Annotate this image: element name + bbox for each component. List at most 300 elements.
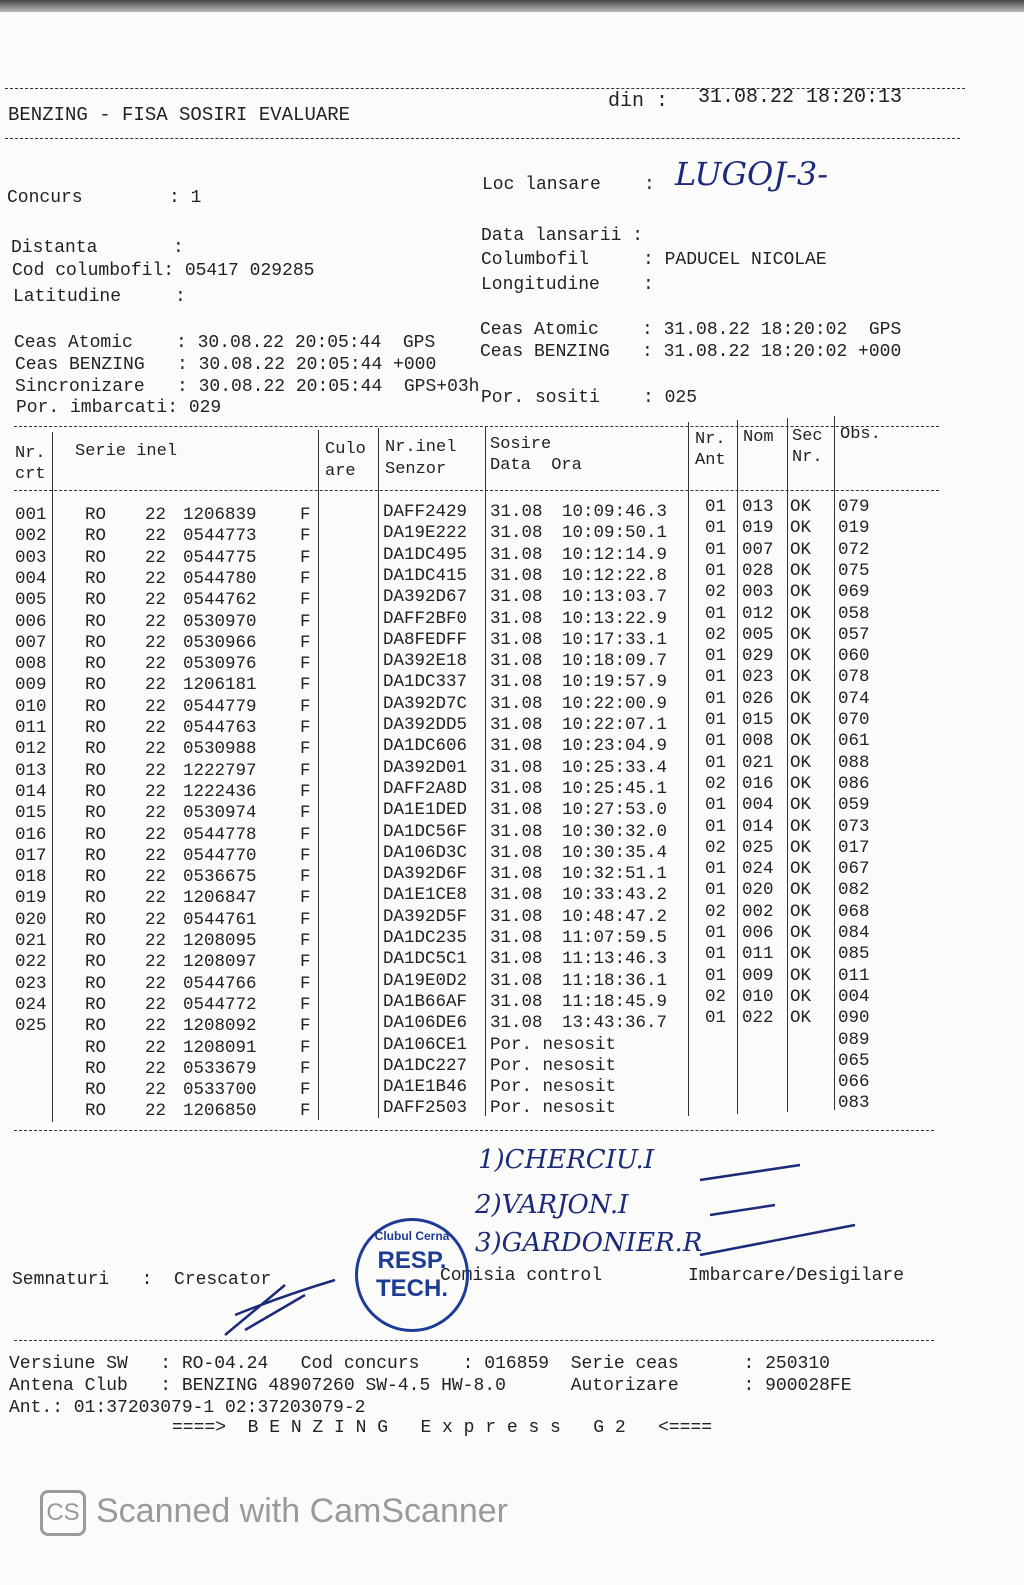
year: 22 <box>145 526 167 547</box>
country: RO <box>85 718 107 738</box>
ant: 01 <box>705 710 727 730</box>
sensor-id: DA1DC495 <box>383 544 468 565</box>
arrival-date: 31.08 <box>490 672 543 693</box>
arrival-date: 31.08 <box>490 565 543 586</box>
country: RO <box>85 1101 107 1122</box>
sec-status: OK <box>790 518 812 539</box>
nom: 029 <box>742 646 774 667</box>
obs: 067 <box>838 859 870 880</box>
obs: 070 <box>838 710 870 730</box>
arrival-date: 31.08 <box>490 629 543 650</box>
obs: 088 <box>838 752 870 773</box>
col-obs: Obs. <box>840 425 881 444</box>
col-culoare: Culo <box>325 440 366 459</box>
nom: 028 <box>742 560 774 581</box>
year: 22 <box>145 696 167 717</box>
ant: 01 <box>705 795 727 816</box>
country: RO <box>85 760 107 781</box>
col-serie-inel: Serie inel <box>75 442 178 461</box>
stamp-resp: RESP. <box>377 1247 447 1274</box>
year: 22 <box>145 760 167 781</box>
arrival-time: 11:13:46.3 <box>562 949 668 970</box>
arrival-time: 10:19:57.9 <box>562 672 668 693</box>
columbofil: Columbofil : PADUCEL NICOLAE <box>481 250 827 270</box>
ant: 01 <box>705 944 727 965</box>
arrival-time: 10:13:22.9 <box>562 608 668 629</box>
country: RO <box>85 867 107 888</box>
sec-status: OK <box>790 624 812 645</box>
year: 22 <box>145 1058 167 1079</box>
sensor-id: DA1B66AF <box>383 991 468 1012</box>
col-ant: Ant <box>695 451 726 470</box>
col-line <box>485 426 486 1116</box>
sex: F <box>300 952 311 973</box>
club-stamp <box>355 1218 469 1332</box>
year: 22 <box>145 1080 167 1101</box>
sec-status: OK <box>790 560 812 581</box>
header-din-value: 31.08.22 18:20:13 <box>698 86 903 109</box>
sex: F <box>300 718 311 738</box>
sec-status: OK <box>790 582 812 603</box>
crescator-signature <box>215 1275 345 1345</box>
ant: 01 <box>705 816 727 837</box>
year: 22 <box>145 909 167 930</box>
obs: 090 <box>838 1008 870 1029</box>
nom: 013 <box>742 497 774 517</box>
ring-number: 0544761 <box>183 909 257 930</box>
ring-number: 1208092 <box>183 1016 257 1037</box>
ring-number: 0544766 <box>183 973 257 994</box>
arrival-date: 31.08 <box>490 778 543 799</box>
country: RO <box>85 675 107 696</box>
sec-status: OK <box>790 646 812 667</box>
arrival-date: 31.08 <box>490 906 543 927</box>
arrival-date: 31.08 <box>490 757 543 778</box>
row-nr: 008 <box>15 654 47 675</box>
nom: 003 <box>742 582 774 603</box>
arrival-time: 10:12:22.8 <box>562 565 668 586</box>
ring-number: 0530976 <box>183 654 257 675</box>
sensor-id: DA392DD5 <box>383 715 468 735</box>
obs: 004 <box>838 986 870 1007</box>
arrival-date: 31.08 <box>490 991 543 1012</box>
col-nr-ant: Nr. <box>695 430 726 449</box>
sensor-id: DA1DC415 <box>383 565 468 586</box>
row-nr: 015 <box>15 803 47 824</box>
nom: 014 <box>742 816 774 837</box>
sex: F <box>300 632 311 653</box>
nom: 021 <box>742 752 774 773</box>
arrival-time: 10:18:09.7 <box>562 651 668 672</box>
country: RO <box>85 781 107 802</box>
arrival-date: 31.08 <box>490 544 543 565</box>
obs: 057 <box>838 624 870 645</box>
ceas-benzing-end: Ceas BENZING : 31.08.22 18:20:02 +000 <box>480 342 902 362</box>
nom: 012 <box>742 603 774 624</box>
col-senzor: Senzor <box>385 460 447 479</box>
row-nr: 016 <box>15 824 47 845</box>
arrival-time: 11:07:59.5 <box>562 928 668 948</box>
row-nr: 007 <box>15 632 47 653</box>
year: 22 <box>145 888 167 909</box>
arrival-time: 10:27:53.0 <box>562 800 668 821</box>
obs: 075 <box>838 560 870 581</box>
country: RO <box>85 526 107 547</box>
sec-status: OK <box>790 880 812 901</box>
sec-status: OK <box>790 816 812 837</box>
ring-number: 0544775 <box>183 547 257 568</box>
ring-number: 0530966 <box>183 632 257 653</box>
footer-versiune: Versiune SW : RO-04.24 Cod concurs : 016859 Serie ceas : 250310 <box>9 1354 830 1374</box>
arrival-time: 13:43:36.7 <box>562 1013 668 1034</box>
sensor-id: DA106D3C <box>383 842 468 863</box>
arrival-date: 31.08 <box>490 821 543 842</box>
loc-lansare: Loc lansare : <box>482 175 655 195</box>
loc-lansare-handwritten: LUGOJ-3- <box>675 155 829 193</box>
country: RO <box>85 696 107 717</box>
cod-columbofil: Cod columbofil: 05417 029285 <box>12 261 315 281</box>
row-nr: 001 <box>15 505 47 525</box>
sensor-id: DA19E0D2 <box>383 970 468 991</box>
year: 22 <box>145 654 167 675</box>
sec-status: OK <box>790 986 812 1007</box>
ring-number: 1222436 <box>183 781 257 802</box>
sensor-id: DA392D7C <box>383 693 468 714</box>
arrival-date: 31.08 <box>490 587 543 608</box>
col-line <box>834 416 835 1110</box>
year: 22 <box>145 1101 167 1122</box>
arrival-time: 11:18:45.9 <box>562 991 668 1012</box>
divider <box>14 490 939 491</box>
scan-edge <box>0 0 1024 12</box>
row-nr: 018 <box>15 867 47 888</box>
col-sec: Sec <box>792 427 823 446</box>
nom: 026 <box>742 688 774 709</box>
comisia-control-label: Comisia control <box>440 1266 603 1286</box>
footer-antena: Antena Club : BENZING 48907260 SW-4.5 HW-8.0 Autorizare : 900028FE <box>9 1376 852 1396</box>
sensor-id: DA392D01 <box>383 757 468 778</box>
ring-number: 1206839 <box>183 505 257 525</box>
row-nr: 012 <box>15 739 47 760</box>
sensor-id: DA392D5F <box>383 906 468 927</box>
watermark-text: Scanned with CamScanner <box>96 1491 509 1530</box>
ring-number: 0544772 <box>183 994 257 1015</box>
year: 22 <box>145 505 167 525</box>
ant: 01 <box>705 646 727 667</box>
ring-number: 0544779 <box>183 696 257 717</box>
row-nr: 014 <box>15 781 47 802</box>
sex: F <box>300 824 311 845</box>
handwritten-signatures <box>640 1150 870 1270</box>
year: 22 <box>145 867 167 888</box>
country: RO <box>85 739 107 760</box>
arrival-date: 31.08 <box>490 800 543 821</box>
year: 22 <box>145 1016 167 1037</box>
obs: 059 <box>838 795 870 816</box>
country: RO <box>85 1037 107 1058</box>
nom: 009 <box>742 965 774 986</box>
year: 22 <box>145 590 167 611</box>
nom: 025 <box>742 837 774 858</box>
sec-status: OK <box>790 539 812 560</box>
sex: F <box>300 1101 311 1122</box>
sec-status: OK <box>790 795 812 816</box>
ant: 02 <box>705 986 727 1007</box>
country: RO <box>85 632 107 653</box>
arrival-date: 31.08 <box>490 885 543 906</box>
por-sositi: Por. sositi : 025 <box>481 388 698 408</box>
ant: 01 <box>705 497 727 517</box>
arrival-date: 31.08 <box>490 693 543 714</box>
arrival-time: 11:18:36.1 <box>562 970 668 991</box>
row-nr: 003 <box>15 547 47 568</box>
sensor-id: DA8FEDFF <box>383 629 468 650</box>
arrival-time: 10:13:03.7 <box>562 587 668 608</box>
obs: 086 <box>838 773 870 794</box>
obs: 079 <box>838 497 870 517</box>
sec-status: OK <box>790 710 812 730</box>
obs: 069 <box>838 582 870 603</box>
sec-status: OK <box>790 837 812 858</box>
ant: 02 <box>705 624 727 645</box>
ring-number: 0544780 <box>183 568 257 589</box>
ant: 01 <box>705 539 727 560</box>
country: RO <box>85 1058 107 1079</box>
arrival-date: 31.08 <box>490 949 543 970</box>
sex: F <box>300 803 311 824</box>
ant: 02 <box>705 837 727 858</box>
sec-status: OK <box>790 1008 812 1029</box>
ring-number: 0533700 <box>183 1080 257 1101</box>
year: 22 <box>145 568 167 589</box>
row-nr: 024 <box>15 994 47 1015</box>
year: 22 <box>145 952 167 973</box>
divider <box>14 1130 934 1131</box>
stamp-club-name: Clubul Cerna <box>374 1229 450 1243</box>
arrival-date: 31.08 <box>490 928 543 948</box>
sec-status: OK <box>790 667 812 688</box>
arrival-time: 10:33:43.2 <box>562 885 668 906</box>
sex: F <box>300 611 311 632</box>
sex: F <box>300 1058 311 1079</box>
country: RO <box>85 1016 107 1037</box>
row-nr: 004 <box>15 568 47 589</box>
row-nr: 021 <box>15 931 47 951</box>
row-nr: 023 <box>15 973 47 994</box>
year: 22 <box>145 994 167 1015</box>
sec-status: OK <box>790 944 812 965</box>
arrival-date: 31.08 <box>490 651 543 672</box>
nom: 022 <box>742 1008 774 1029</box>
arrival-date: 31.08 <box>490 523 543 544</box>
distanta: Distanta : <box>11 238 184 258</box>
footer-ant: Ant.: 01:37203079-1 02:37203079-2 <box>9 1398 366 1418</box>
header-din-label: din : <box>608 90 669 113</box>
col-line <box>378 428 379 1118</box>
ant: 01 <box>705 518 727 539</box>
nom: 002 <box>742 901 774 922</box>
sensor-id: DA1E1DED <box>383 800 468 821</box>
ring-number: 1206850 <box>183 1101 257 1122</box>
col-line <box>688 422 689 1116</box>
sec-status: OK <box>790 923 812 943</box>
country: RO <box>85 547 107 568</box>
country: RO <box>85 568 107 589</box>
sensor-id: DA392D67 <box>383 587 468 608</box>
sex: F <box>300 526 311 547</box>
country: RO <box>85 973 107 994</box>
sex: F <box>300 867 311 888</box>
ant: 02 <box>705 582 727 603</box>
sensor-id: DA1DC606 <box>383 736 468 757</box>
imbarcare-label: Imbarcare/Desigilare <box>688 1266 905 1286</box>
row-nr: 022 <box>15 952 47 973</box>
row-nr: 006 <box>15 611 47 632</box>
sex: F <box>300 909 311 930</box>
arrival-time: 10:30:32.0 <box>562 821 668 842</box>
por-imbarcati: Por. imbarcati: 029 <box>16 398 222 418</box>
obs: 017 <box>838 837 870 858</box>
nom: 015 <box>742 710 774 730</box>
sec-status: OK <box>790 688 812 709</box>
sensor-id: DA19E222 <box>383 523 468 544</box>
col-data-ora: Data Ora <box>490 456 582 475</box>
ring-number: 1208097 <box>183 952 257 973</box>
arrival-date: 31.08 <box>490 502 543 522</box>
sensor-id: DA1E1CE8 <box>383 885 468 906</box>
col-sosire: Sosire <box>490 435 552 454</box>
country: RO <box>85 824 107 845</box>
obs: 074 <box>838 688 870 709</box>
nom: 006 <box>742 923 774 943</box>
sex: F <box>300 931 311 951</box>
sex: F <box>300 888 311 909</box>
arrival-time: 10:12:14.9 <box>562 544 668 565</box>
sex: F <box>300 568 311 589</box>
obs: 073 <box>838 816 870 837</box>
nom: 024 <box>742 859 774 880</box>
row-nr: 019 <box>15 888 47 909</box>
ring-number: 0544773 <box>183 526 257 547</box>
ring-number: 0530988 <box>183 739 257 760</box>
year: 22 <box>145 931 167 951</box>
sincronizare: Sincronizare : 30.08.22 20:05:44 GPS+03h <box>15 377 480 397</box>
year: 22 <box>145 611 167 632</box>
year: 22 <box>145 1037 167 1058</box>
nom: 010 <box>742 986 774 1007</box>
ant: 02 <box>705 773 727 794</box>
year: 22 <box>145 781 167 802</box>
ant: 01 <box>705 667 727 688</box>
sex: F <box>300 1037 311 1058</box>
nom: 011 <box>742 944 774 965</box>
sex: F <box>300 781 311 802</box>
sensor-id: DA106DE6 <box>383 1013 468 1034</box>
arrival-date: 31.08 <box>490 715 543 735</box>
row-nr: 002 <box>15 526 47 547</box>
ring-number: 0544763 <box>183 718 257 738</box>
country: RO <box>85 845 107 866</box>
obs: 078 <box>838 667 870 688</box>
sex: F <box>300 994 311 1015</box>
sex: F <box>300 675 311 696</box>
ant: 01 <box>705 731 727 752</box>
sensor-id: DAFF2A8D <box>383 778 468 799</box>
sex: F <box>300 696 311 717</box>
year: 22 <box>145 675 167 696</box>
arrival-date: Por. nesosit <box>490 1034 617 1055</box>
obs: 060 <box>838 646 870 667</box>
year: 22 <box>145 632 167 653</box>
row-nr: 009 <box>15 675 47 696</box>
arrival-time: 10:30:35.4 <box>562 842 668 863</box>
ring-number: 1222797 <box>183 760 257 781</box>
sensor-id: DA106CE1 <box>383 1034 468 1055</box>
commission-signature-1: 1)CHERCIU.I <box>478 1145 655 1175</box>
arrival-time: 10:25:33.4 <box>562 757 668 778</box>
ring-number: 1206181 <box>183 675 257 696</box>
nom: 008 <box>742 731 774 752</box>
sec-status: OK <box>790 901 812 922</box>
divider <box>14 1340 934 1341</box>
ceas-atomic-end: Ceas Atomic : 31.08.22 18:20:02 GPS <box>480 320 902 340</box>
ring-number: 0536675 <box>183 867 257 888</box>
arrival-date: Por. nesosit <box>490 1077 617 1098</box>
arrival-date: 31.08 <box>490 736 543 757</box>
ant: 01 <box>705 603 727 624</box>
commission-signature-2: 2)VARJON.I <box>475 1190 629 1220</box>
row-nr: 005 <box>15 590 47 611</box>
nom: 020 <box>742 880 774 901</box>
sec-status: OK <box>790 752 812 773</box>
country: RO <box>85 654 107 675</box>
row-nr: 010 <box>15 696 47 717</box>
obs: 084 <box>838 923 870 943</box>
col-crt: crt <box>15 465 46 484</box>
arrival-date: 31.08 <box>490 864 543 885</box>
ring-number: 0544778 <box>183 824 257 845</box>
arrival-date: Por. nesosit <box>490 1055 617 1076</box>
obs: 058 <box>838 603 870 624</box>
nom: 004 <box>742 795 774 816</box>
sec-status: OK <box>790 603 812 624</box>
obs: 072 <box>838 539 870 560</box>
arrival-time: 10:32:51.1 <box>562 864 668 885</box>
sec-status: OK <box>790 731 812 752</box>
sensor-id: DA1DC337 <box>383 672 468 693</box>
nom: 016 <box>742 773 774 794</box>
footer-banner: ====> B E N Z I N G E x p r e s s G 2 <==== <box>172 1418 713 1438</box>
col-nom: Nom <box>743 428 774 447</box>
year: 22 <box>145 824 167 845</box>
sec-status: OK <box>790 497 812 517</box>
sensor-id: DA392D6F <box>383 864 468 885</box>
row-nr: 011 <box>15 718 47 738</box>
stamp-tech: TECH. <box>376 1275 448 1302</box>
obs: 089 <box>838 1029 870 1050</box>
ant: 01 <box>705 560 727 581</box>
sensor-id: DA1DC56F <box>383 821 468 842</box>
obs: 083 <box>838 1093 870 1114</box>
ant: 01 <box>705 859 727 880</box>
latitudine: Latitudine : <box>13 287 186 307</box>
sensor-id: DAFF2503 <box>383 1098 468 1119</box>
arrival-time: 10:09:50.1 <box>562 523 668 544</box>
sec-status: OK <box>790 965 812 986</box>
arrival-date: Por. nesosit <box>490 1098 617 1119</box>
col-line <box>52 432 53 1122</box>
arrival-time: 10:25:45.1 <box>562 778 668 799</box>
